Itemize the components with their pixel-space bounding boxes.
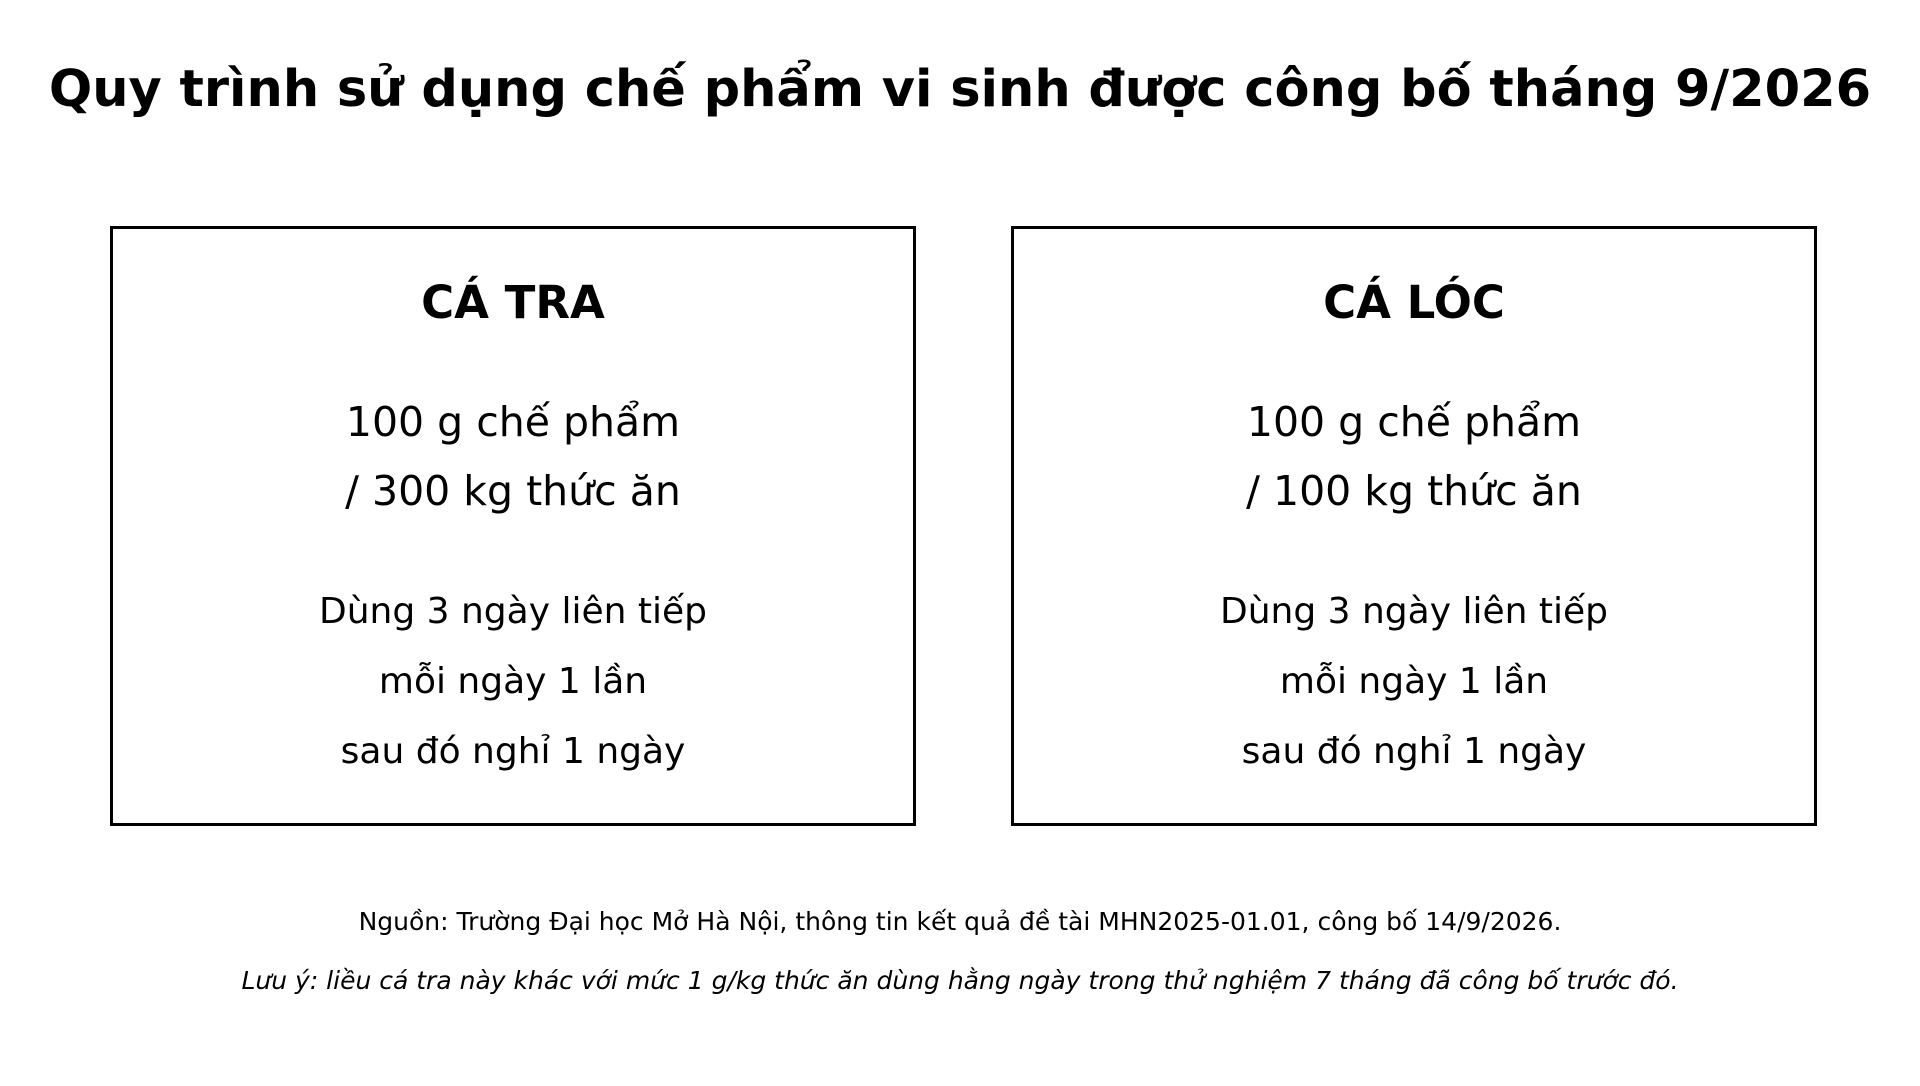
dose-per-feed: / 100 kg thức ăn — [1246, 467, 1582, 515]
page-title: Quy trình sử dụng chế phẩm vi sinh được công bố tháng 9/2026 — [48, 60, 1872, 119]
schedule-line: Dùng 3 ngày liên tiếp — [1219, 591, 1608, 632]
dose-amount: 100 g chế phẩm — [1246, 398, 1582, 446]
schedule-line: sau đó nghỉ 1 ngày — [340, 731, 686, 772]
caution-note: Lưu ý: liều cá tra này khác với mức 1 g/kg thức ăn dùng hằng ngày trong thử nghiệm 7 tháng đã công bố trước đó. — [241, 966, 1679, 995]
panel-heading: CÁ TRA — [421, 276, 605, 329]
schedule-line: Dùng 3 ngày liên tiếp — [318, 591, 707, 632]
dose-per-feed: / 300 kg thức ăn — [345, 467, 681, 515]
panel-heading: CÁ LÓC — [1323, 276, 1505, 329]
dose-amount: 100 g chế phẩm — [345, 398, 681, 446]
schedule-line: mỗi ngày 1 lần — [1279, 661, 1549, 702]
schedule-line: mỗi ngày 1 lần — [378, 661, 648, 702]
schedule-line: sau đó nghỉ 1 ngày — [1241, 731, 1587, 772]
panel-ca-tra — [110, 226, 916, 826]
panel-ca-loc — [1011, 226, 1817, 826]
source-note: Nguồn: Trường Đại học Mở Hà Nội, thông tin kết quả đề tài MHN2025-01.01, công bố 14/9/2026. — [358, 907, 1562, 936]
